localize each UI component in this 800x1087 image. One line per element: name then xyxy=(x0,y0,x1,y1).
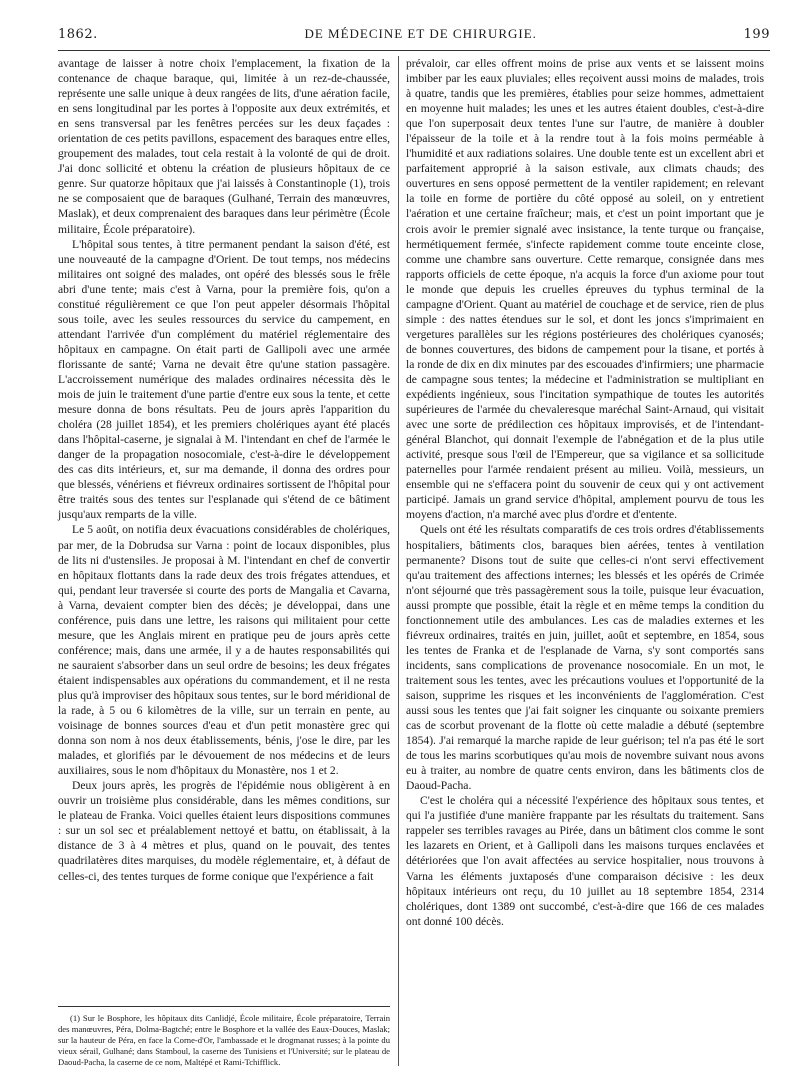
footnote: (1) Sur le Bosphore, les hôpitaux dits Canlidjé, École militaire, École préparatoire, Terrain des manœuvres, Péra, Dolma-Bagtché; entre le Bosphore et la vallée des Eaux-Douces, Maslak; sur la hauteur de Péra, en face la Corne-d'Or, l'ambassade et le drogmanat russes; à la pointe du vieux sérail, Gulhané; dans Stamboul, la caserne des Tunisiens et l'Université; sur le plateau de Daoud-Pacha, la caserne de ce nom, Maltépé et Rami-Tchifflick. xyxy=(58,1013,390,1067)
paragraph: Deux jours après, les progrès de l'épidémie nous obligèrent à en ouvrir un troisième plus considérable, dans les mêmes conditions, sur le plateau de Franka. Voici quelles étaient leurs dispositions communes : sur un sol sec et préalablement nettoyé et battu, on établissait, à la distance de 3 à 4 mètres et plus, quand on le pouvait, des tentes quadrilatères dites marquises, du modèle réglementaire, et, à défaut de celles-ci, des tentes turques de forme conique que l'expérience a fait xyxy=(58,779,390,883)
footnotes xyxy=(58,1013,390,1068)
page-header xyxy=(58,26,770,46)
header-title: DE MÉDECINE ET DE CHIRURGIE. xyxy=(304,26,537,41)
header-year: 1862. xyxy=(58,27,98,42)
page-number: 199 xyxy=(743,27,770,42)
paragraph: C'est le choléra qui a nécessité l'expérience des hôpitaux sous tentes, et qui l'a justifiée d'une manière frappante par les résultats du traitement. Sans rappeler ses terribles ravages au Pirée, dans un bâtiment clos comme le sont les lazarets en Orient, et à Gallipoli dans les maisons turques enclavées et détériorées que l'on avait affectées au service hospitalier, nous trouvons à Varna les éléments juxtaposés d'une comparaison décisive : les deux hôpitaux intérieurs ont reçu, du 10 juillet au 18 septembre 1854, 2314 cholériques, dont 1389 ont succombé, c'est-à-dire que 166 de ces malades ont donné 100 décès. xyxy=(406,794,764,928)
paragraph: Quels ont été les résultats comparatifs de ces trois ordres d'établissements hospitaliers, bâtiments clos, baraques bien aérées, tentes à ventilation permanente? Disons tout de suite que celles-ci n'ont servi effectivement qu'au traitement des affections internes; les blessés et les opérés de Crimée n'ont séjourné que très passagèrement sous la toile, puisque leur évacuation, aussi prompte que possible, était la règle et en même temps la condition du fonctionnement utile des ambulances. Les cas de maladies externes et les fiévreux ordinaires, traités en juin, juillet, août et septembre, en 1854, sous les tentes de Franka et de l'esplanade de Varna, s'y sont comportés sans incidents, sans complications de provenance nosocomiale. En un mot, le traitement sous les tentes, avec les précautions voulues et l'opportunité de la saison, supprime les risques et les inconvénients de l'agglomération. C'est aussi sous les tentes que j'ai fait soigner les cinquante ou soixante premiers cas de scorbut provenant de la flotte où cette maladie a débuté (septembre 1854). J'ai remarqué la marche rapide de leur guérison; tel n'a pas été le sort de tous les marins scorbutiques qu'au mois de novembre suivant nous avons eu à traiter, au nombre de quatre cents environ, dans les bâtiments clos de Daoud-Pacha. xyxy=(406,523,764,793)
column-divider xyxy=(398,56,399,1066)
right-column xyxy=(406,56,764,929)
footnote-rule xyxy=(58,1006,390,1007)
left-column xyxy=(58,56,390,884)
paragraph: avantage de laisser à notre choix l'emplacement, la fixation de la contenance de chaque baraque, qui, limitée à un rez-de-chaussée, représente une salle unique à deux rangées de lits, d'une aération facile, en sens longitudinal par les portes à l'opposite aux deux extrémités, et en sens transversal par les fenêtres percées sur les deux façades : orientation de ces petits pavillons, espacement des baraques entre elles, groupement des malades, tout cela restait à la volonté de qui de droit. J'ai donc sollicité et obtenu la création de plusieurs hôpitaux de ce genre. Sur quatorze hôpitaux que j'ai laissés à Constantinople (1), trois ne se composaient que de baraques (Gulhané, Terrain des manœuvres, Maslak), et deux comprenaient des baraques dans leur périmètre (École militaire, École préparatoire). xyxy=(58,57,390,236)
header-rule xyxy=(58,50,770,51)
paragraph: prévaloir, car elles offrent moins de prise aux vents et se laissent moins imbiber par les eaux pluviales; elles reçoivent aussi moins de malades, trois à quatre, tandis que les premières, établies pour seize hommes, admettaient en moyenne huit malades; les unes et les autres étaient doubles, c'est-à-dire que l'on superposait deux tentes l'une sur l'autre, de manière à doubler l'épaisseur de la toile et à la rendre tout à la fois moins perméable à l'humidité et aux radiations solaires. Une double tente est un excellent abri et parfaitement approprié à la saison estivale, aux climats chauds; des ouvertures en sens opposé permettent de la ventiler rapidement; en relevant la toile en forme de portière du côté opposé au soleil, on y entretient l'aération et une certaine fraîcheur; mais, et c'est un point important que je crois avoir le premier signalé avec insistance, la tente turque ou française, hermétiquement fermée, s'infecte rapidement comme toute enceinte close, comme une chambre sans ouverture. Cette remarque, consignée dans mes rapports officiels de cette époque, n'a acquis la force d'un axiome pour tout le monde que depuis les cruelles épreuves du typhus terminal de la campagne d'Orient. Quant au matériel de couchage et de service, rien de plus simple : des nattes étendues sur le sol, et dont les joncs s'imprimaient en vergetures parallèles sur les régions postérieures des cholériques cyanosés; de bonnes couvertures, des bidons de campement pour la tisane, et portés à la ronde de dix en dix minutes par des escouades d'infirmiers; une pharmacie de campagne sous tentes; la médecine et l'administration se multipliant en expédients ingénieux, sous l'incitation sympathique de toutes les autorités supérieures de l'armée du chevaleresque maréchal Saint-Arnaud, qui visitait avec une sorte de prédilection ces hôpitaux improvisés, et de l'intendant-général Blanchot, qui donnait l'exemple de l'abnégation et de la plus utile activité, presque sous l'œil de l'Empereur, que sa vigilance et sa sollicitude paternelles pour l'armée rendaient présent au milieu. Voilà, messieurs, un ensemble qui ne s'effacera point du souvenir de ceux qui y ont activement participé. Jamais un grand service d'hôpital, amplement pourvu de tous les moyens d'action, n'a marché avec plus d'ordre et d'entente. xyxy=(406,57,764,522)
paragraph: L'hôpital sous tentes, à titre permanent pendant la saison d'été, est une nouveauté de la campagne d'Orient. De tout temps, nos médecins militaires ont soigné des malades, ont opéré des blessés sous le frêle abri d'une tente; mais c'est à Varna, pour la première fois, qu'on a constitué régulièrement ce que l'on peut appeler désormais l'hôpital sous toile, avec les seules ressources du service du campement, en attendant l'arrivée d'un complément du matériel réglementaire des hôpitaux en campagne. On était parti de Gallipoli avec une armée florissante de santé; Varna ne devait être qu'une station passagère. L'accroissement numérique des malades ordinaires nécessita dès le mois de juin le traitement d'une partie d'entre eux sous la tente, et cette mesure donna de bons résultats. Peu de jours après l'apparition du choléra (28 juillet 1854), et les premiers cholériques ayant été placés dans l'hôpital-caserne, je signalai à M. l'intendant en chef de l'armée le danger de la propagation nosocomiale, c'est-à-dire le développement des cas dits intérieurs, et, sur ma demande, il donna des ordres pour que blessés, vénériens et fiévreux ordinaires sortissent de l'hôpital pour être traités sous des tentes sur l'esplanade qui s'étend de ce bâtiment jusqu'aux remparts de la ville. xyxy=(58,237,390,522)
paragraph: Le 5 août, on notifia deux évacuations considérables de cholériques, par mer, de la Dobrudsa sur Varna : point de locaux disponibles, plus de lits ni d'ustensiles. Je proposai à M. l'intendant en chef de convertir en hôpitaux flottants dans la rade deux des trois frégates attendues, et qui, pendant leur traversée si courte des ports de Mangalia et Cavarna, à Varna, devaient compter bien des décès; je développai, dans une conférence, puis dans une lettre, les raisons qui militaient pour cette mesure, que les Anglais mirent en pratique peu de jours après cette conférence; mais, dans une armée, il y a de hautes responsabilités qui ne sauraient s'absorber dans un seul ordre de besoins; les deux frégates étaient indispensables aux opérations du commandement, et il ne resta plus qu'à improviser des hôpitaux sous tentes, sur le bord méridional de la rade, à 5 ou 6 kilomètres de la ville, sur un terrain en pente, au voisinage de bonnes sources d'eau et d'un petit monastère grec qui donna son nom à nos deux établissements, bénis, j'ose le dire, par les malades, et glorifiés par le dévouement de nos médecins et de leurs auxiliaires, sous le nom d'hôpitaux du Monastère, nos 1 et 2. xyxy=(58,523,390,778)
